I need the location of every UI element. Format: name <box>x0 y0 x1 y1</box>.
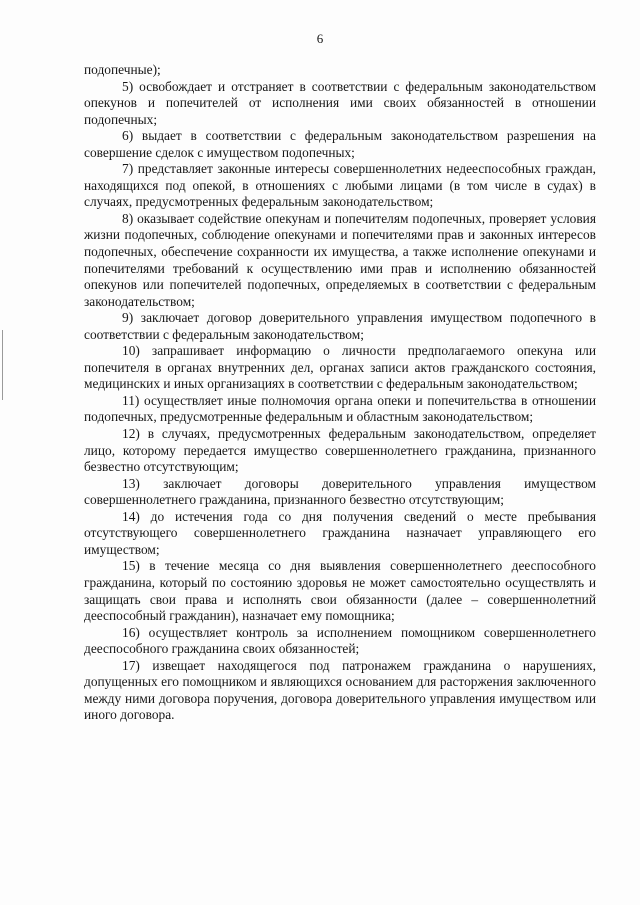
list-item-10: 10) запрашивает информацию о личности предполагаемого опекуна или попечителя в органах внутренних дел, органах записи актов гражданского состояния, медицинских и иных организациях в соответствии с федеральным законодательством; <box>84 343 596 392</box>
list-item-5: 5) освобождает и отстраняет в соответствии с федеральным законодательством опекунов и попечителей от исполнения ими своих обязанностей в отношении подопечных; <box>84 78 596 127</box>
list-item-12: 12) в случаях, предусмотренных федеральным законодательством, определяет лицо, которому передается имущество совершеннолетнего гражданина, признанного безвестно отсутствующим; <box>84 426 596 475</box>
list-item-11: 11) осуществляет иные полномочия органа опеки и попечительства в отношении подопечных, предусмотренные федеральным и областным законодательством; <box>84 392 596 425</box>
scan-margin-mark <box>2 330 3 400</box>
list-item-8: 8) оказывает содействие опекунам и попечителям подопечных, проверяет условия жизни подопечных, соблюдение опекунами и попечителями прав и законных интересов подопечных, обеспечение сохранности их имущества, а также исполнение опекунами и попечителями требований к осуществлению ими прав и исполнению обязанностей опекунов или попечителей подопечных, определяемых в соответствии с федеральным законодательством; <box>84 210 596 309</box>
paragraph-continuation: подопечные); <box>84 62 161 77</box>
list-item-9: 9) заключает договор доверительного управления имуществом подопечного в соответствии с федеральным законодательством; <box>84 310 596 342</box>
list-item-16: 16) осуществляет контроль за исполнением помощником совершеннолетнего дееспособного гражданина своих обязанностей; <box>84 624 596 657</box>
list-item-6: 6) выдает в соответствии с федеральным законодательством разрешения на совершение сделок с имуществом подопечных; <box>84 128 596 160</box>
page-number: 6 <box>316 31 324 46</box>
list-item-14: 14) до истечения года со дня получения сведений о месте пребывания отсутствующего совершеннолетнего гражданина назначает управляющего его имуществом; <box>84 508 596 557</box>
list-item-13: 13) заключает договоры доверительного управления имуществом совершеннолетнего гражданина, признанного безвестно отсутствующим; <box>84 475 596 508</box>
document-body <box>84 62 596 724</box>
list-item-17: 17) извещает находящегося под патронажем гражданина о нарушениях, допущенных его помощником и являющихся основанием для расторжения заключенного между ними договора поручения, договора доверительного управления имуществом или иного договора. <box>84 657 596 723</box>
list-item-15: 15) в течение месяца со дня выявления совершеннолетнего дееспособного гражданина, который по состоянию здоровья не может самостоятельно осуществлять и защищать свои права и исполнять свои обязанности (далее – совершеннолетний дееспособный гражданин), назначает ему помощника; <box>84 558 596 624</box>
list-item-7: 7) представляет законные интересы совершеннолетних недееспособных граждан, находящихся под опекой, в отношениях с любыми лицами (в том числе в судах) в случаях, предусмотренных федеральным законодательством; <box>84 161 596 210</box>
